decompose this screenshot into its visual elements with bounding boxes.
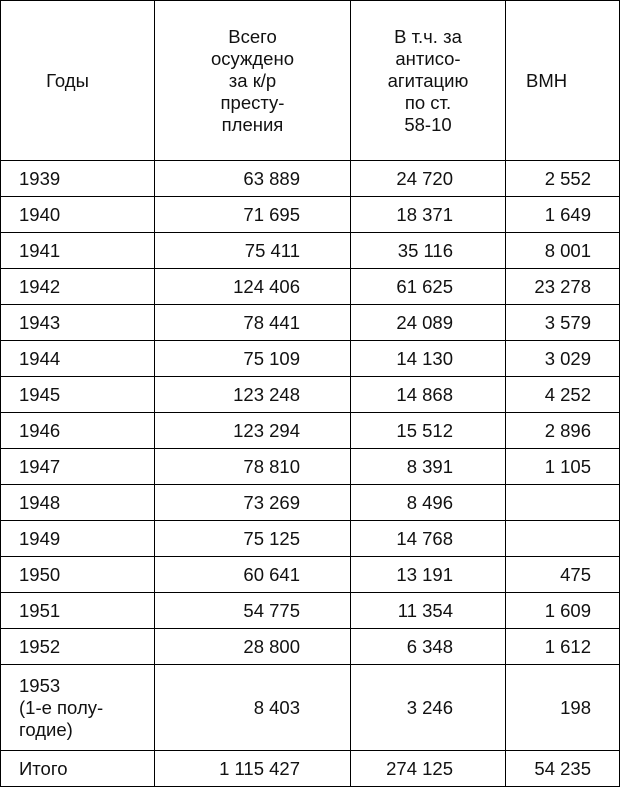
header-row (1, 1, 620, 161)
vmn-cell: 1 105 (506, 449, 620, 485)
year-cell: 1946 (1, 413, 155, 449)
table-row (1, 557, 620, 593)
totals-agitation-cell: 274 125 (351, 751, 506, 787)
year-cell: 1950 (1, 557, 155, 593)
table-row (1, 233, 620, 269)
totals-vmn-cell: 54 235 (506, 751, 620, 787)
year-cell: 1948 (1, 485, 155, 521)
vmn-cell: 23 278 (506, 269, 620, 305)
total-cell: 71 695 (155, 197, 351, 233)
vmn-cell: 1 609 (506, 593, 620, 629)
table-row (1, 629, 620, 665)
table-row (1, 161, 620, 197)
total-cell: 78 441 (155, 305, 351, 341)
table-row (1, 413, 620, 449)
agitation-cell: 24 720 (351, 161, 506, 197)
agitation-cell: 3 246 (351, 665, 506, 751)
year-cell: 1944 (1, 341, 155, 377)
vmn-cell: 3 029 (506, 341, 620, 377)
total-cell: 28 800 (155, 629, 351, 665)
total-cell: 63 889 (155, 161, 351, 197)
total-cell: 124 406 (155, 269, 351, 305)
total-cell: 123 248 (155, 377, 351, 413)
table-row (1, 521, 620, 557)
total-cell: 54 775 (155, 593, 351, 629)
vmn-cell: 198 (506, 665, 620, 751)
total-cell: 75 125 (155, 521, 351, 557)
year-cell: 1939 (1, 161, 155, 197)
vmn-cell: 3 579 (506, 305, 620, 341)
agitation-cell: 13 191 (351, 557, 506, 593)
vmn-cell: 8 001 (506, 233, 620, 269)
vmn-cell (506, 485, 620, 521)
table-row (1, 485, 620, 521)
agitation-cell: 18 371 (351, 197, 506, 233)
agitation-cell: 35 116 (351, 233, 506, 269)
table-row (1, 377, 620, 413)
agitation-cell: 8 391 (351, 449, 506, 485)
agitation-cell: 6 348 (351, 629, 506, 665)
header-agitation: В т.ч. за антисо- агитацию по ст. 58-10 (351, 1, 506, 161)
totals-total-cell: 1 115 427 (155, 751, 351, 787)
year-cell: 1941 (1, 233, 155, 269)
vmn-cell: 475 (506, 557, 620, 593)
table-row (1, 269, 620, 305)
agitation-cell: 14 768 (351, 521, 506, 557)
agitation-cell: 11 354 (351, 593, 506, 629)
agitation-cell: 24 089 (351, 305, 506, 341)
year-cell: 1943 (1, 305, 155, 341)
total-cell: 73 269 (155, 485, 351, 521)
agitation-cell: 8 496 (351, 485, 506, 521)
vmn-cell: 2 896 (506, 413, 620, 449)
vmn-cell: 1 649 (506, 197, 620, 233)
total-cell: 8 403 (155, 665, 351, 751)
vmn-cell: 4 252 (506, 377, 620, 413)
agitation-cell: 15 512 (351, 413, 506, 449)
year-cell: 1952 (1, 629, 155, 665)
table-row (1, 197, 620, 233)
total-cell: 60 641 (155, 557, 351, 593)
totals-label: Итого (1, 751, 155, 787)
table-row (1, 305, 620, 341)
vmn-cell: 2 552 (506, 161, 620, 197)
totals-row (1, 751, 620, 787)
total-cell: 78 810 (155, 449, 351, 485)
header-year: Годы (1, 1, 155, 161)
total-cell: 75 109 (155, 341, 351, 377)
year-cell: 1953 (1-е полу- годие) (1, 665, 155, 751)
table-row (1, 449, 620, 485)
vmn-cell: 1 612 (506, 629, 620, 665)
agitation-cell: 61 625 (351, 269, 506, 305)
table-row (1, 341, 620, 377)
year-cell: 1940 (1, 197, 155, 233)
header-total-convicted (155, 1, 351, 161)
year-cell: 1945 (1, 377, 155, 413)
agitation-cell: 14 130 (351, 341, 506, 377)
header-vmn: ВМН (506, 1, 620, 161)
header-total-text: Всего осуждено за к/р престу- пления (211, 25, 294, 135)
year-cell: 1949 (1, 521, 155, 557)
vmn-cell (506, 521, 620, 557)
year-cell: 1947 (1, 449, 155, 485)
table-row (1, 593, 620, 629)
year-cell: 1951 (1, 593, 155, 629)
total-cell: 75 411 (155, 233, 351, 269)
agitation-cell: 14 868 (351, 377, 506, 413)
table-row (1, 665, 620, 751)
year-cell: 1942 (1, 269, 155, 305)
total-cell: 123 294 (155, 413, 351, 449)
